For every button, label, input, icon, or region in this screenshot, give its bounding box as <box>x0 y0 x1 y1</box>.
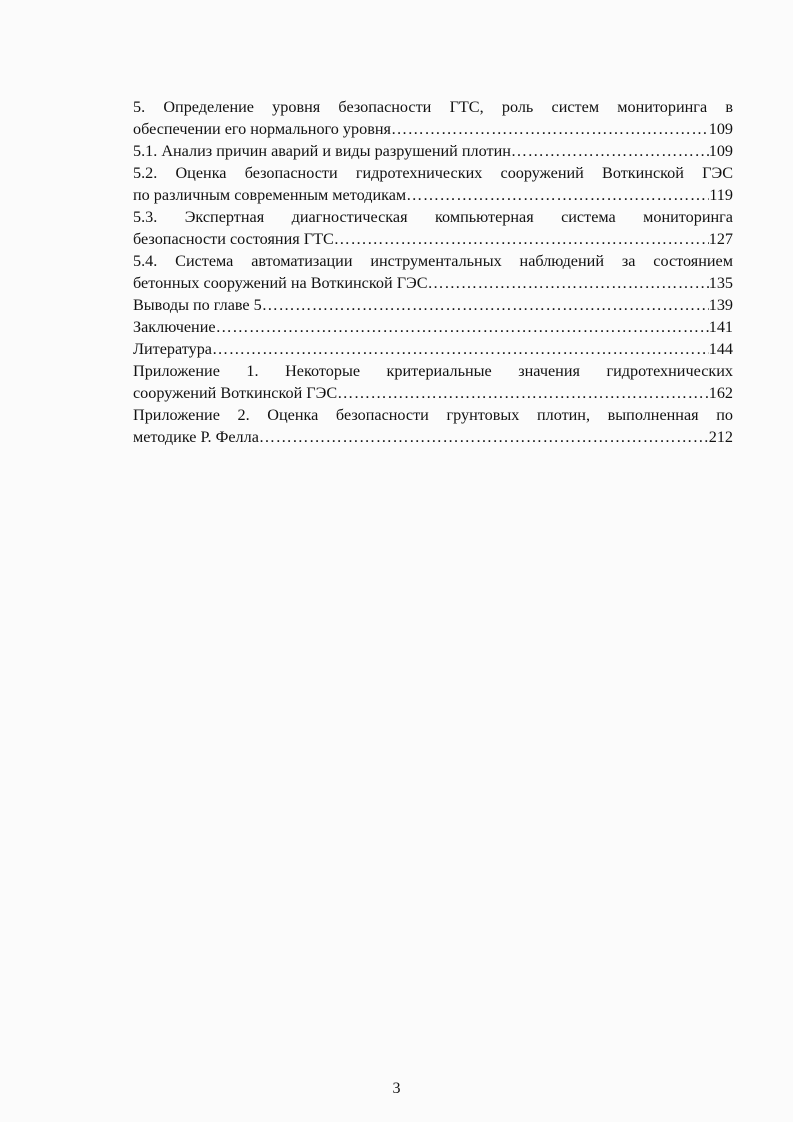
table-of-contents <box>133 96 733 448</box>
toc-page-number: 109 <box>708 120 733 138</box>
toc-entry-5-1 <box>133 140 733 162</box>
toc-entry-text-line: 5. Определение уровня безопасности ГТС, роль систем мониторинга в <box>133 98 733 116</box>
toc-entry-text-line: обеспечении его нормального уровня <box>133 120 391 138</box>
toc-page-number: 109 <box>708 142 733 160</box>
toc-entry-literature <box>133 338 733 360</box>
toc-entry-leader-line <box>133 228 733 250</box>
toc-page-number: 139 <box>708 296 733 314</box>
toc-entry-5-2 <box>133 162 733 206</box>
dot-leader <box>259 426 709 448</box>
toc-entry-text-line: 5.3. Экспертная диагностическая компьютерная система мониторинга <box>133 208 733 226</box>
toc-entry-text-line: Выводы по главе 5 <box>133 296 262 314</box>
toc-page-number: 135 <box>708 274 733 292</box>
toc-page-number: 119 <box>709 186 733 204</box>
toc-entry-appendix-2 <box>133 404 733 448</box>
toc-entry-leader-line <box>133 316 733 338</box>
toc-page-number: 141 <box>708 318 733 336</box>
toc-entry-5 <box>133 96 733 140</box>
toc-page-number: 127 <box>708 230 733 248</box>
toc-entry-leader-line <box>133 338 733 360</box>
dot-leader <box>511 140 709 162</box>
toc-entry-text-line: Литература <box>133 340 212 358</box>
toc-entry-text-line: Заключение <box>133 318 216 336</box>
toc-entry-leader-line <box>133 140 733 162</box>
dot-leader <box>212 338 709 360</box>
toc-page-number: 162 <box>708 384 733 402</box>
toc-entry-text-line: Приложение 1. Некоторые критериальные значения гидротехнических <box>133 362 733 380</box>
toc-entry-text-line: по различным современным методикам <box>133 186 407 204</box>
toc-entry-appendix-1 <box>133 360 733 404</box>
toc-entry-leader-line <box>133 184 733 206</box>
toc-entry-leader-line <box>133 382 733 404</box>
toc-entry-text-line: сооружений Воткинской ГЭС <box>133 384 338 402</box>
dot-leader <box>337 382 709 404</box>
toc-page-number: 212 <box>708 428 733 446</box>
dot-leader <box>216 316 709 338</box>
toc-entry-conclusion <box>133 316 733 338</box>
toc-entry-5-3 <box>133 206 733 250</box>
dot-leader <box>406 184 709 206</box>
toc-entry-text-line: 5.4. Система автоматизации инструментальных наблюдений за состоянием <box>133 252 733 270</box>
toc-entry-text-line: методике Р. Фелла <box>133 428 259 446</box>
dot-leader <box>391 118 709 140</box>
toc-entry-leader-line <box>133 294 733 316</box>
toc-entry-text-line: бетонных сооружений на Воткинской ГЭС <box>133 274 428 292</box>
dot-leader <box>428 272 709 294</box>
toc-entry-leader-line <box>133 118 733 140</box>
page-number: 3 <box>392 1080 401 1097</box>
dot-leader <box>334 228 709 250</box>
toc-entry-text-line: безопасности состояния ГТС <box>133 230 334 248</box>
toc-page-number: 144 <box>708 340 733 358</box>
toc-entry-text-line: Приложение 2. Оценка безопасности грунтовых плотин, выполненная по <box>133 406 733 424</box>
toc-entry-5-4 <box>133 250 733 294</box>
toc-entry-text-line: 5.1. Анализ причин аварий и виды разрушений плотин <box>133 142 511 160</box>
toc-entry-leader-line <box>133 426 733 448</box>
dot-leader <box>262 294 709 316</box>
toc-entry-leader-line <box>133 272 733 294</box>
toc-entry-text-line: 5.2. Оценка безопасности гидротехнических сооружений Воткинской ГЭС <box>133 164 733 182</box>
toc-entry-conclusions-ch5 <box>133 294 733 316</box>
